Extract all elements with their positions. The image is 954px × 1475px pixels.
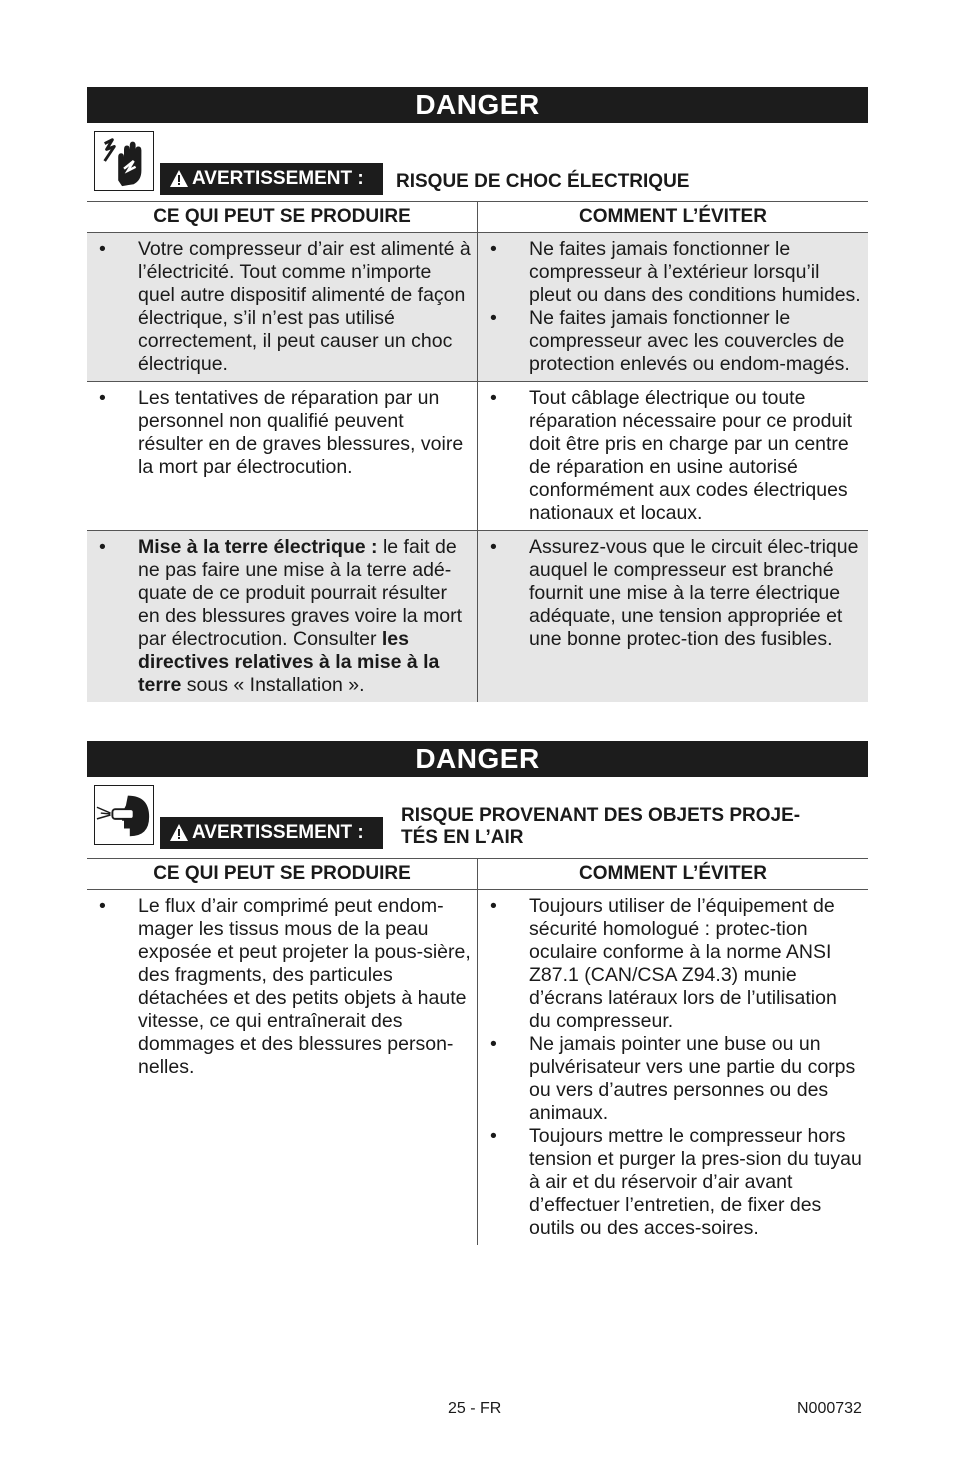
item-text: Les tentatives de réparation par un personnel non qualifié peuvent résulter en de graves blessures, voire la mort par électrocution.	[138, 387, 464, 478]
hazard-table-flying-objects	[87, 858, 868, 1245]
electric-shock-hand-icon	[94, 131, 154, 191]
danger-banner: DANGER	[87, 87, 868, 123]
item-text: Le flux d’air comprimé peut endom-mager les tissus mous de la peau exposée et peut projeter la pous-sière, des fragments, des particules détachées et des petits objets à haute vitesse, ce qui entraînerait des dommages et des blessures person-nelles.	[138, 895, 471, 1078]
item-text: Tout câblage électrique ou toute réparation nécessaire pour ce produit doit être pris en charge par un centre de réparation en usine autorisé conformément aux codes électriques nationaux et locaux.	[529, 387, 853, 524]
list-item	[484, 238, 862, 307]
table-row	[87, 890, 868, 1246]
bullet: •	[490, 895, 497, 917]
col-header-how-to-avoid: COMMENT L’ÉVITER	[478, 202, 869, 233]
item-text: Toujours mettre le compresseur hors tension et purger la pres-sion du tuyau à air et du réservoir d’air avant d’effectuer l’entretien, de fixer des outils ou des acces-soires.	[529, 1125, 862, 1239]
warning-row	[87, 123, 868, 201]
hazard-title-line: RISQUE PROVENANT DES OBJETS PROJE-	[401, 805, 801, 826]
table-row	[87, 382, 868, 531]
list-item	[93, 536, 471, 697]
item-text: Mise à la terre électrique :	[138, 536, 378, 558]
warning-badge-label: AVERTISSEMENT :	[192, 822, 364, 843]
cell-how-to-avoid	[478, 531, 869, 703]
danger-banner: DANGER	[87, 741, 868, 777]
cell-what-can-happen	[87, 531, 478, 703]
page-number: 25 - FR	[448, 1400, 502, 1417]
bullet: •	[490, 1033, 497, 1055]
bullet: •	[99, 895, 106, 917]
cell-what-can-happen	[87, 233, 478, 382]
hazard-title	[396, 171, 689, 193]
col-header-what-can-happen: CE QUI PEUT SE PRODUIRE	[87, 859, 478, 890]
document-code: N000732	[797, 1400, 862, 1417]
hazard-table-electric	[87, 201, 868, 702]
bullet: •	[490, 307, 497, 329]
col-header-what-can-happen: CE QUI PEUT SE PRODUIRE	[87, 202, 478, 233]
danger-section-flying-objects	[87, 741, 868, 1245]
cell-what-can-happen	[87, 382, 478, 531]
list-item	[93, 895, 471, 1079]
safety-goggles-icon	[94, 785, 154, 845]
table-row	[87, 531, 868, 703]
bullet: •	[490, 1125, 497, 1147]
item-text: sous « Installation ».	[181, 674, 365, 696]
bullet: •	[490, 238, 497, 260]
warning-row	[87, 777, 868, 858]
item-text: Ne faites jamais fonctionner le compresseur à l’extérieur lorsqu’il pleut ou dans des conditions humides.	[529, 238, 861, 306]
list-item	[93, 238, 471, 376]
bullet: •	[490, 387, 497, 409]
hazard-title	[401, 805, 800, 849]
list-item	[484, 536, 862, 651]
cell-how-to-avoid	[478, 890, 869, 1246]
hazard-title-line: TÉS EN L’AIR	[401, 827, 524, 848]
list-item	[484, 387, 862, 525]
cell-how-to-avoid	[478, 382, 869, 531]
item-text: Ne jamais pointer une buse ou un pulvérisateur vers une partie du corps ou vers d’autres personnes ou des animaux.	[529, 1033, 856, 1124]
list-item	[484, 307, 862, 376]
warning-triangle-icon	[170, 166, 188, 198]
col-header-how-to-avoid: COMMENT L’ÉVITER	[478, 859, 869, 890]
bullet: •	[99, 536, 106, 558]
danger-section-electric	[87, 87, 868, 702]
warning-triangle-icon	[170, 820, 188, 852]
item-text: Assurez-vous que le circuit élec-trique auquel le compresseur est branché fournit une mise à la terre électrique adéquate, une tension appropriée et une bonne protec-tion des fusibles.	[529, 536, 859, 650]
list-item	[484, 895, 862, 1033]
list-item	[93, 387, 471, 479]
item-text: Toujours utiliser de l’équipement de sécurité homologué : protec-tion oculaire conforme à la norme ANSI Z87.1 (CAN/CSA Z94.3) munie d’écrans latéraux lors de l’utilisation du compresseur.	[529, 895, 837, 1032]
item-text: Votre compresseur d’air est alimenté à l’électricité. Tout comme n’importe quel autre dispositif alimenté de façon électrique, s’il n’est pas utilisé correctement, il peut causer un choc électrique.	[138, 238, 471, 375]
bullet: •	[490, 536, 497, 558]
list-item	[484, 1033, 862, 1125]
list-item	[484, 1125, 862, 1240]
warning-badge-label: AVERTISSEMENT :	[192, 168, 364, 189]
warning-badge	[160, 817, 383, 849]
bullet: •	[99, 238, 106, 260]
cell-what-can-happen	[87, 890, 478, 1246]
item-text: les directives relatives à la mise à la terre	[138, 628, 440, 696]
warning-badge	[160, 163, 383, 195]
item-text: le fait de ne pas faire une mise à la terre adé-quate de ce produit pourrait résulter en des blessures graves voire la mort par électrocution. Consulter	[138, 536, 463, 650]
table-row	[87, 233, 868, 382]
cell-how-to-avoid	[478, 233, 869, 382]
bullet: •	[99, 387, 106, 409]
item-text: Ne faites jamais fonctionner le compresseur avec les couvercles de protection enlevés ou endom-magés.	[529, 307, 850, 375]
hazard-title-line: RISQUE DE CHOC ÉLECTRIQUE	[396, 171, 690, 192]
